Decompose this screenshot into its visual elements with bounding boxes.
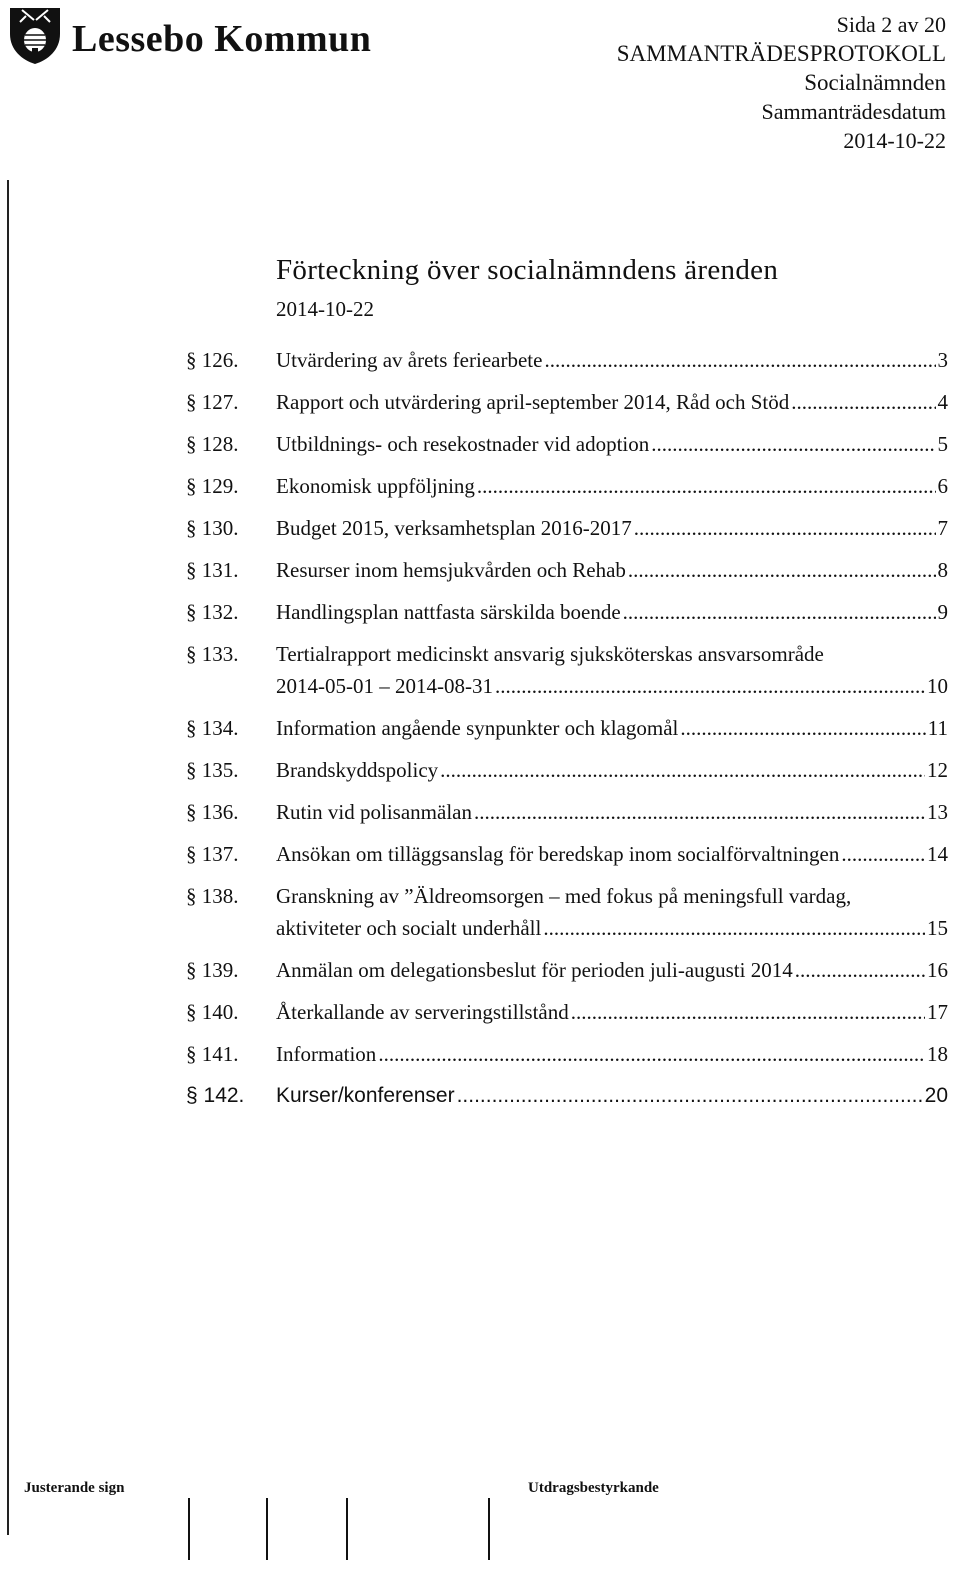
toc-item (186, 512, 948, 544)
toc-item-line (276, 470, 948, 502)
toc-dot-leader (841, 838, 925, 870)
toc-dot-leader (634, 512, 936, 544)
toc-item-body (276, 428, 948, 460)
table-of-contents (186, 344, 948, 1122)
toc-item-line (276, 996, 948, 1028)
toc-item-line (276, 670, 948, 702)
toc-item-body (276, 880, 948, 944)
toc-item-line (276, 428, 948, 460)
margin-rule (7, 180, 9, 1535)
toc-item-body (276, 712, 948, 744)
committee-name: Socialnämnden (804, 70, 946, 95)
toc-item-page: 3 (937, 348, 948, 372)
toc-item-title: Information (276, 1042, 377, 1066)
toc-dot-leader (543, 912, 925, 944)
toc-item (186, 880, 948, 944)
toc-dot-leader (791, 386, 935, 418)
toc-dot-leader (651, 428, 935, 460)
toc-item-body (276, 838, 948, 870)
toc-item-page: 13 (927, 800, 948, 824)
toc-item-number: § 142. (186, 1084, 245, 1107)
toc-item-body (276, 344, 948, 376)
toc-item-number: § 132. (186, 600, 239, 624)
toc-item-title: Budget 2015, verksamhetsplan 2016-2017 (276, 516, 632, 540)
toc-item-title: Ansökan om tilläggsanslag för beredskap inom socialförvaltningen (276, 842, 840, 866)
toc-item-page: 9 (937, 600, 948, 624)
toc-item-title: Tertialrapport medicinskt ansvarig sjuksköterskas ansvarsområde (276, 642, 824, 666)
toc-item (186, 596, 948, 628)
toc-item-title: Handlingsplan nattfasta särskilda boende (276, 600, 621, 624)
toc-dot-leader (457, 1080, 923, 1112)
toc-item-page: 15 (927, 916, 948, 940)
toc-item-line (276, 796, 948, 828)
toc-item-line (276, 712, 948, 744)
toc-item-body (276, 996, 948, 1028)
toc-item-body (276, 386, 948, 418)
toc-item (186, 954, 948, 986)
municipality-logo (6, 4, 371, 66)
toc-item-page: 4 (937, 390, 948, 414)
toc-item-body (276, 470, 948, 502)
toc-item-number: § 135. (186, 758, 239, 782)
toc-item (186, 428, 948, 460)
toc-item-page: 17 (927, 1000, 948, 1024)
toc-item (186, 554, 948, 586)
toc-item-line (276, 954, 948, 986)
coat-of-arms-icon (6, 4, 64, 66)
document-type: SAMMANTRÄDESPROTOKOLL (616, 41, 946, 66)
toc-item-number: § 127. (186, 390, 239, 414)
toc-item-line (276, 344, 948, 376)
toc-dot-leader (795, 954, 925, 986)
toc-item-number: § 141. (186, 1042, 239, 1066)
toc-item-page: 16 (927, 958, 948, 982)
page-number: Sida 2 av 20 (836, 12, 946, 37)
toc-dot-leader (440, 754, 925, 786)
toc-item-line (276, 596, 948, 628)
signature-line (188, 1498, 190, 1560)
toc-item (186, 1080, 948, 1112)
toc-item-line (276, 386, 948, 418)
toc-item-body (276, 596, 948, 628)
toc-item-number: § 139. (186, 958, 239, 982)
toc-item-body (276, 796, 948, 828)
toc-item-number: § 133. (186, 642, 239, 666)
signature-footer (0, 1470, 960, 1580)
toc-dot-leader (623, 596, 936, 628)
toc-item-number: § 129. (186, 474, 239, 498)
toc-item-line (276, 838, 948, 870)
toc-item-body (276, 554, 948, 586)
toc-item-line (276, 554, 948, 586)
toc-item-body (276, 638, 948, 702)
utdragsbestyrkande-label: Utdragsbestyrkande (528, 1480, 659, 1496)
toc-item-line (276, 880, 948, 912)
toc-item-line (276, 1080, 948, 1112)
toc-item-title: 2014-05-01 – 2014-08-31 (276, 674, 493, 698)
signature-line (346, 1498, 348, 1560)
toc-item-page: 10 (927, 674, 948, 698)
toc-item-body (276, 512, 948, 544)
toc-item-title: Rutin vid polisanmälan (276, 800, 472, 824)
toc-item-page: 18 (927, 1042, 948, 1066)
toc-item-title: Kurser/konferenser (276, 1084, 455, 1107)
toc-item (186, 754, 948, 786)
toc-item (186, 638, 948, 702)
toc-dot-leader (628, 554, 936, 586)
toc-item-number: § 136. (186, 800, 239, 824)
toc-item-title: Information angående synpunkter och klagomål (276, 716, 679, 740)
toc-item-line (276, 912, 948, 944)
toc-dot-leader (544, 344, 935, 376)
page-title: Förteckning över socialnämndens ärenden (276, 254, 779, 286)
toc-item (186, 386, 948, 418)
toc-item-page: 5 (937, 432, 948, 456)
toc-item-page: 6 (937, 474, 948, 498)
toc-item (186, 1038, 948, 1070)
toc-item-number: § 126. (186, 348, 239, 372)
toc-dot-leader (378, 1038, 925, 1070)
toc-item-page: 14 (927, 842, 948, 866)
toc-item-body (276, 954, 948, 986)
toc-item-page: 11 (927, 716, 948, 740)
toc-dot-leader (680, 712, 925, 744)
title-date: 2014-10-22 (276, 297, 374, 321)
meeting-date: 2014-10-22 (843, 128, 946, 153)
toc-item-title: Granskning av ”Äldreomsorgen – med fokus på meningsfull vardag, (276, 884, 852, 908)
toc-item-number: § 134. (186, 716, 239, 740)
toc-item-number: § 138. (186, 884, 239, 908)
toc-item-title: aktiviteter och socialt underhåll (276, 916, 542, 940)
toc-item-title: Utbildnings- och resekostnader vid adoption (276, 432, 650, 456)
toc-item (186, 470, 948, 502)
toc-dot-leader (571, 996, 925, 1028)
toc-item-page: 7 (937, 516, 948, 540)
toc-item-title: Återkallande av serveringstillstånd (276, 1000, 569, 1024)
toc-item-page: 20 (924, 1084, 948, 1107)
meeting-date-label: Sammanträdesdatum (761, 99, 946, 124)
toc-item (186, 838, 948, 870)
document-header (617, 10, 946, 155)
toc-item-line (276, 1038, 948, 1070)
toc-item-title: Rapport och utvärdering april-september 2014, Råd och Stöd (276, 390, 790, 414)
toc-item (186, 996, 948, 1028)
toc-item-line (276, 754, 948, 786)
toc-item-body (276, 1038, 948, 1070)
toc-item-title: Brandskyddspolicy (276, 758, 439, 782)
toc-item-title: Ekonomisk uppföljning (276, 474, 475, 498)
signature-line (266, 1498, 268, 1560)
toc-item-title: Utvärdering av årets feriearbete (276, 348, 543, 372)
toc-item-number: § 140. (186, 1000, 239, 1024)
toc-item-body (276, 754, 948, 786)
title-block (276, 254, 778, 322)
toc-item-title: Anmälan om delegationsbeslut för perioden juli-augusti 2014 (276, 958, 793, 982)
toc-item-page: 12 (927, 758, 948, 782)
toc-item-title: Resurser inom hemsjukvården och Rehab (276, 558, 626, 582)
toc-dot-leader (477, 470, 936, 502)
signature-line (488, 1498, 490, 1560)
toc-item-number: § 130. (186, 516, 239, 540)
justerande-sign-label: Justerande sign (24, 1480, 125, 1496)
toc-item-body (276, 1080, 948, 1112)
toc-item-line (276, 638, 948, 670)
toc-dot-leader (495, 670, 925, 702)
toc-item-number: § 131. (186, 558, 239, 582)
toc-item-number: § 128. (186, 432, 239, 456)
toc-dot-leader (474, 796, 925, 828)
toc-item-line (276, 512, 948, 544)
toc-item (186, 796, 948, 828)
toc-item (186, 712, 948, 744)
toc-item-number: § 137. (186, 842, 239, 866)
toc-item (186, 344, 948, 376)
logo-wordmark: Lessebo Kommun (72, 18, 372, 60)
toc-item-page: 8 (937, 558, 948, 582)
